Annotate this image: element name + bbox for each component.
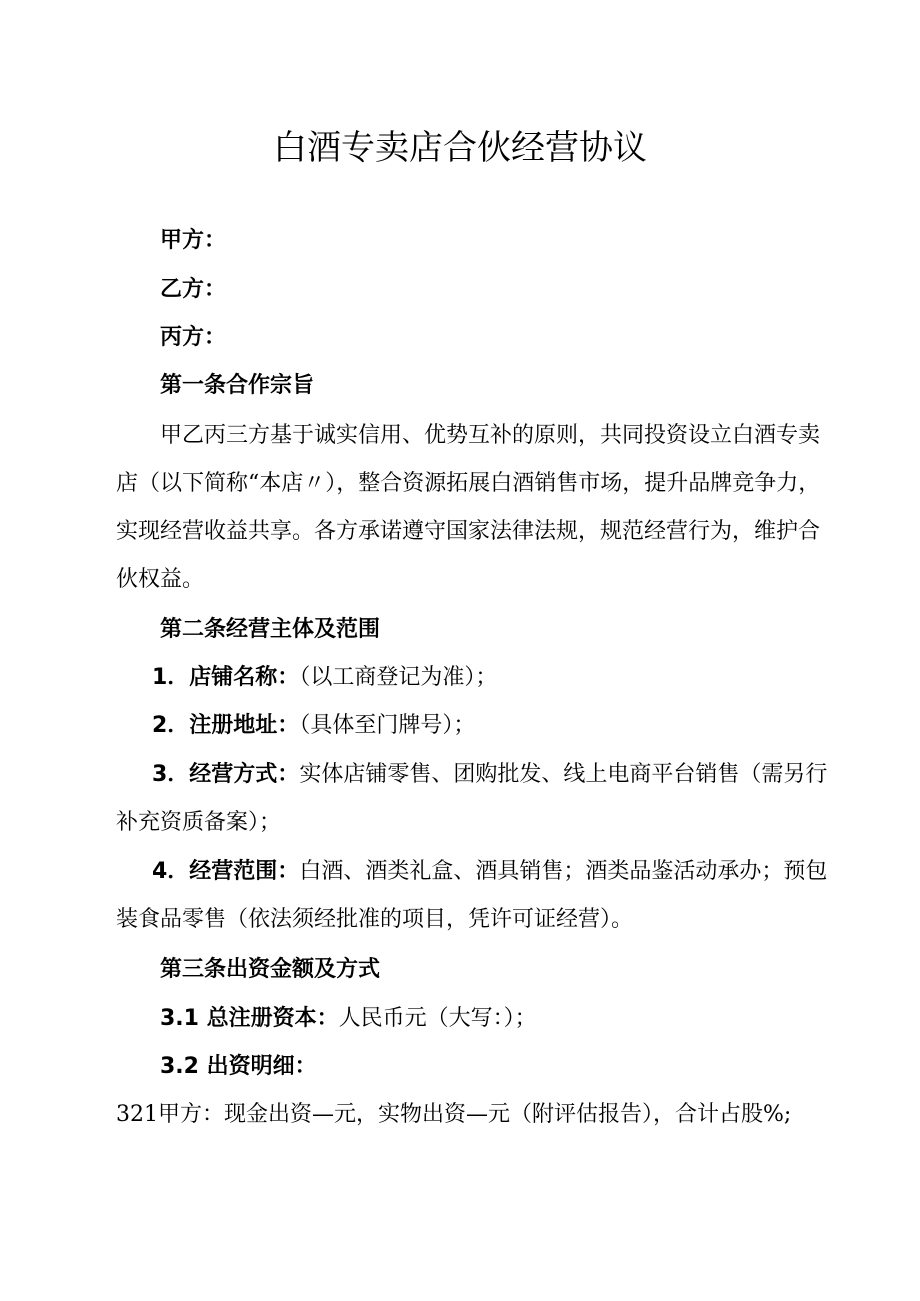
article2-item-4-continuation: 装食品零售（依法须经批准的项目，凭许可证经营）。 (116, 907, 634, 932)
article3-item-3-1 (160, 1004, 537, 1034)
item-label: 2．注册地址： (152, 713, 300, 738)
party-c-label: 丙方： (160, 325, 227, 350)
item-text: 人民币元（大写：）； (338, 1006, 537, 1031)
article1-paragraph-line: 甲乙丙三方基于诚实信用、优势互补的原则，共同投资设立白酒专卖 (160, 423, 821, 448)
item-text: （以工商登记为准）； (299, 665, 498, 690)
article1-paragraph-line: 实现经营收益共享。各方承诺遵守国家法律法规，规范经营行为，维护合 (116, 519, 821, 544)
document-title: 白酒专卖店合伙经营协议 (273, 128, 647, 168)
article2-item-3-continuation: 补充资质备案）； (116, 810, 282, 835)
article2-item-2 (152, 711, 475, 741)
party-b-label: 乙方： (160, 277, 227, 302)
article2-item-3 (152, 760, 827, 790)
article3-item-3-2-1: 321甲方：现金出资—元，实物出资—元（附评估报告），合计占股%; (116, 1102, 792, 1127)
article1-paragraph-line: 伙权益。 (116, 567, 205, 592)
article2-item-4 (152, 857, 827, 887)
item-text: 实体店铺零售、团购批发、线上电商平台销售（需另行 (299, 762, 828, 787)
article3-heading: 第三条出资金额及方式 (160, 957, 381, 982)
article2-item-1 (152, 663, 497, 693)
article3-item-3-2: 3.2 出资明细： (160, 1054, 317, 1079)
party-a-label: 甲方： (160, 228, 227, 253)
article1-heading: 第一条合作宗旨 (160, 373, 315, 398)
item-label: 3．经营方式： (152, 762, 300, 787)
item-label: 3.1 总注册资本： (160, 1006, 339, 1031)
item-label: 4．经营范围： (152, 859, 300, 884)
item-text: 白酒、酒类礼盒、酒具销售；酒类品鉴活动承办；预包 (299, 859, 828, 884)
article1-paragraph-line: 店（以下简称“本店〃），整合资源拓展白酒销售市场，提升品牌竞争力， (116, 471, 821, 496)
article2-heading: 第二条经营主体及范围 (160, 617, 381, 642)
item-text: （具体至门牌号）； (299, 713, 476, 738)
item-label: 1．店铺名称： (152, 665, 300, 690)
